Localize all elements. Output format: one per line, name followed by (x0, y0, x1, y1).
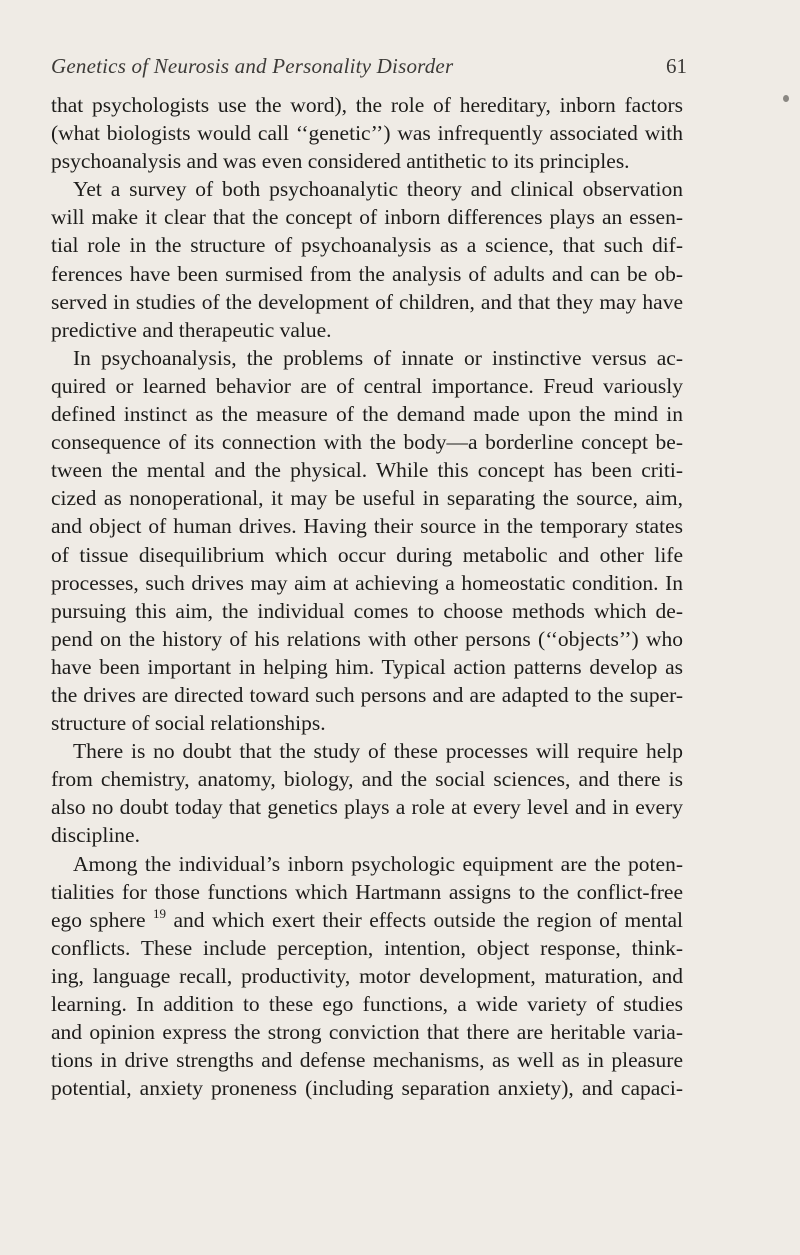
text-line: tions in drive strengths and defense mechanisms, as well as in pleasure (51, 1048, 683, 1073)
text-line: ferences have been surmised from the analysis of adults and can be ob- (51, 261, 683, 286)
text-line: will make it clear that the concept of inborn differences plays an essen- (51, 205, 683, 230)
text-line: that psychologists use the word), the role of hereditary, inborn factors (51, 93, 683, 117)
text-line: served in studies of the development of children, and that they may have (51, 289, 683, 314)
text-line: the drives are directed toward such persons and are adapted to the super- (51, 682, 683, 707)
text-segment: and which exert their effects outside the region of mental (173, 907, 684, 932)
text-line: discipline. (51, 823, 140, 848)
text-line: have been important in helping him. Typical action patterns develop as (51, 654, 683, 679)
text-line: (what biologists would call ‘‘genetic’’) was infrequently associated with (51, 121, 683, 146)
body-text (51, 91, 683, 1102)
page-number: 61 (666, 54, 687, 78)
paragraph-5 (51, 850, 683, 1103)
text-line: also no doubt today that genetics plays a role at every level and in every (51, 795, 683, 820)
text-line: cized as nonoperational, it may be useful in separating the source, aim, (51, 486, 683, 511)
text-line: pend on the history of his relations with other persons (‘‘objects’’) who (51, 626, 683, 651)
page-speck (783, 95, 789, 102)
footnote-reference: 19 (153, 905, 167, 921)
text-line: potential, anxiety proneness (including separation anxiety), and capaci- (51, 1076, 683, 1101)
text-line: In psychoanalysis, the problems of innate or instinctive versus ac- (73, 345, 683, 370)
text-line: psychoanalysis and was even considered antithetic to its principles. (51, 149, 630, 174)
text-line: consequence of its connection with the body—a borderline concept be- (51, 430, 683, 455)
text-line: ing, language recall, productivity, motor development, maturation, and (51, 963, 683, 988)
text-line: pursuing this aim, the individual comes to choose methods which de- (51, 598, 683, 623)
paragraph-3 (51, 344, 683, 737)
text-line: Yet a survey of both psychoanalytic theory and clinical observation (73, 177, 683, 202)
text-line: defined instinct as the measure of the demand made upon the mind in (51, 402, 683, 427)
text-line: and object of human drives. Having their source in the temporary states (51, 514, 683, 539)
text-line: tialities for those functions which Hartmann assigns to the conflict-free (51, 879, 683, 904)
text-line: conflicts. These include perception, intention, object response, think- (51, 935, 683, 960)
running-head-title: Genetics of Neurosis and Personality Disorder (51, 54, 454, 78)
text-line: predictive and therapeutic value. (51, 317, 332, 342)
paragraph-4 (51, 737, 683, 849)
paragraph-1 (51, 91, 683, 175)
text-line: of tissue disequilibrium which occur during metabolic and other life (51, 542, 683, 567)
text-segment: ego sphere (51, 907, 146, 932)
paragraph-2 (51, 175, 683, 344)
text-line: Among the individual’s inborn psychologic equipment are the poten- (73, 851, 683, 876)
text-line: learning. In addition to these ego functions, a wide variety of studies (51, 992, 683, 1016)
text-line: tial role in the structure of psychoanalysis as a science, that such dif- (51, 233, 683, 258)
text-line: There is no doubt that the study of these processes will require help (73, 739, 683, 764)
text-line: from chemistry, anatomy, biology, and the social sciences, and there is (51, 767, 683, 792)
text-line: and opinion express the strong conviction that there are heritable varia- (51, 1020, 683, 1045)
text-line-with-footnote (51, 906, 683, 934)
text-line: processes, such drives may aim at achieving a homeostatic condition. In (51, 570, 683, 595)
text-line: structure of social relationships. (51, 711, 326, 736)
text-line: tween the mental and the physical. While this concept has been criti- (51, 458, 683, 483)
text-line: quired or learned behavior are of central importance. Freud variously (51, 373, 683, 398)
